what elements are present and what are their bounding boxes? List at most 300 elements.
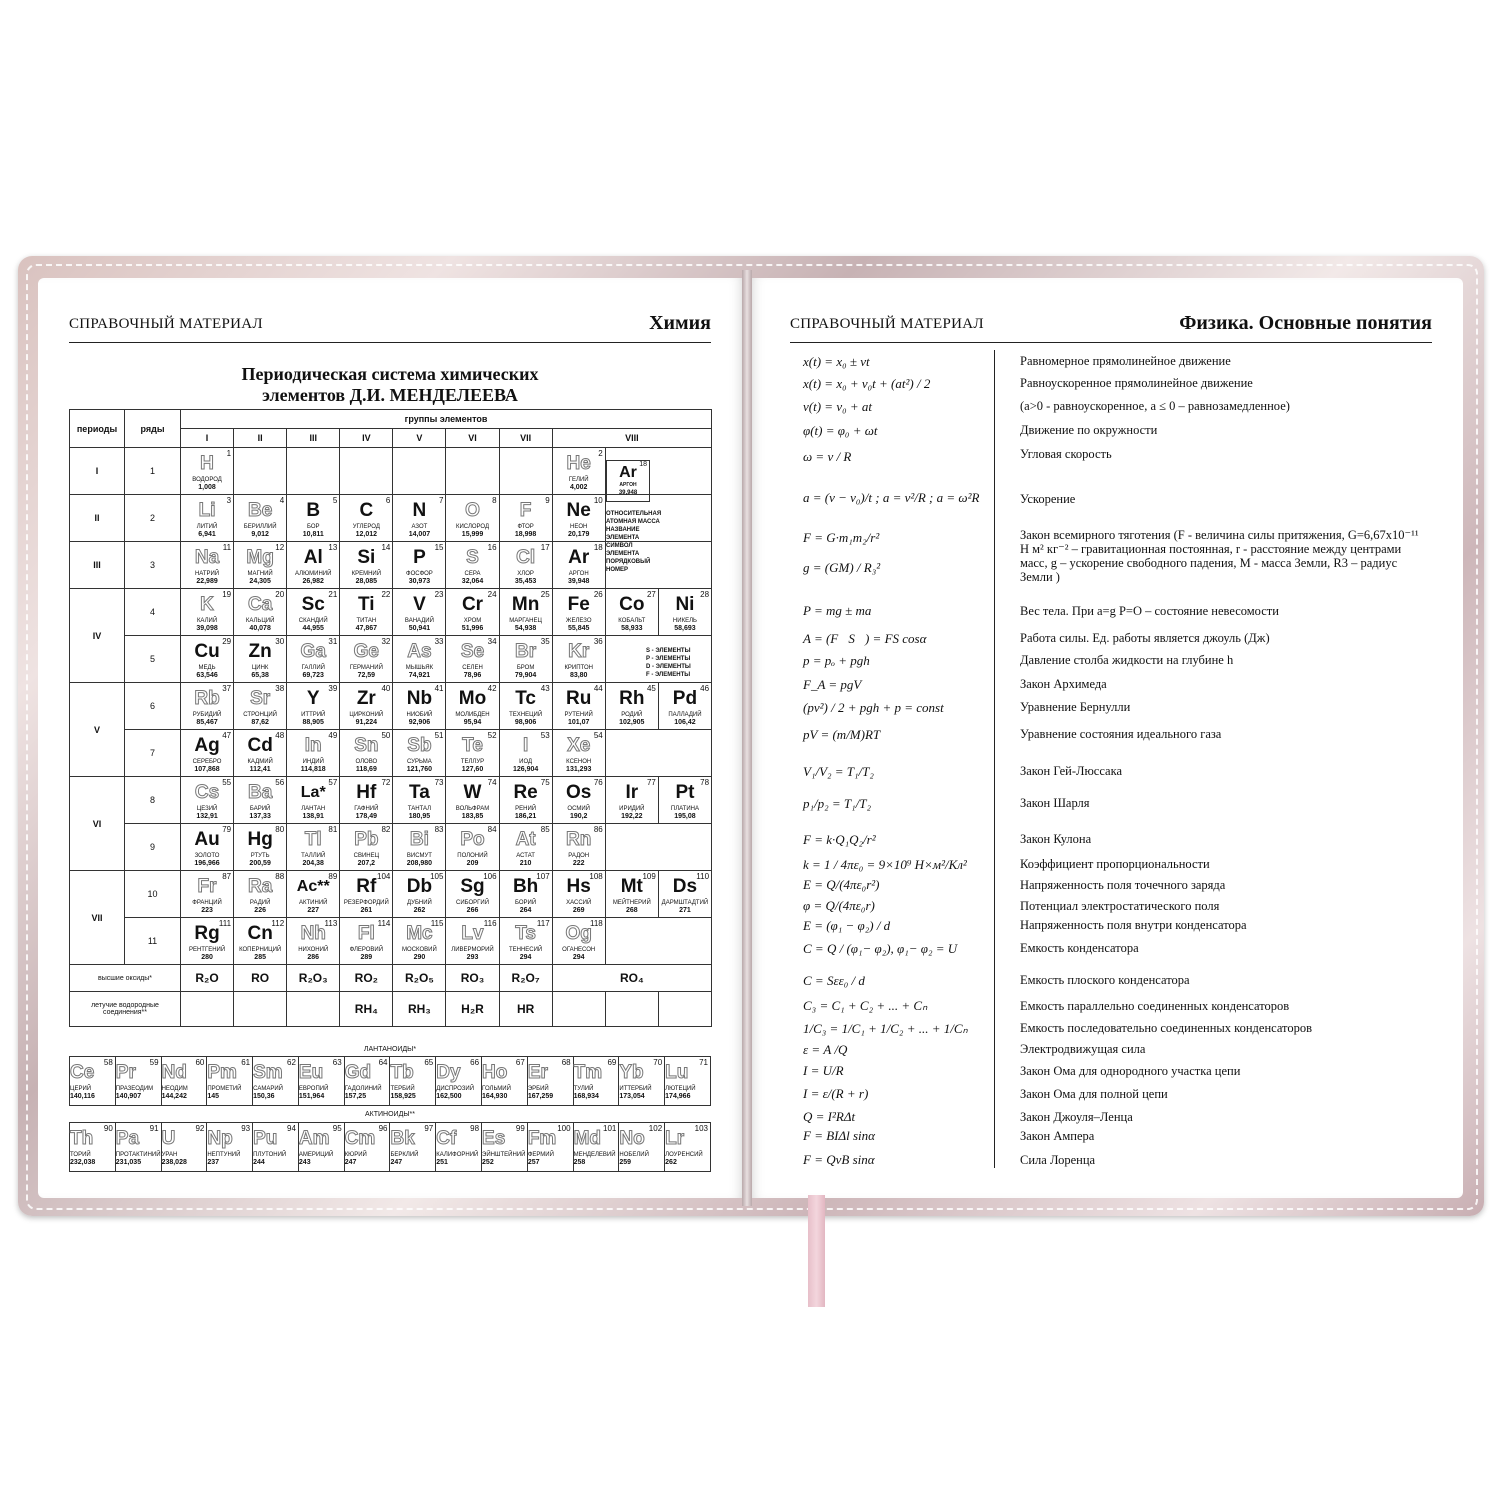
atomic-number: 56 bbox=[275, 778, 285, 787]
element-cell bbox=[553, 777, 605, 823]
atomic-mass: 101,07 bbox=[567, 719, 590, 726]
physics-formula: p₁/p₂ = T₁/T₂ bbox=[803, 796, 872, 811]
atomic-mass: 40,078 bbox=[249, 625, 271, 632]
physics-description: Ускорение bbox=[1020, 492, 1076, 506]
atomic-number: 109 bbox=[642, 872, 656, 881]
table-cell bbox=[552, 448, 605, 495]
table-cell bbox=[499, 589, 552, 636]
element-name: РЕНИЙ bbox=[515, 806, 537, 812]
table-cell bbox=[340, 730, 393, 777]
table-cell bbox=[393, 918, 446, 965]
group-viii-empty bbox=[605, 730, 711, 777]
element-cell bbox=[446, 683, 498, 729]
atomic-number: 16 bbox=[487, 543, 497, 552]
atomic-mass: 127,60 bbox=[461, 766, 484, 773]
group-label: III bbox=[287, 429, 340, 448]
atomic-number: 53 bbox=[540, 731, 550, 740]
element-cell bbox=[234, 636, 286, 682]
atomic-mass: 63,546 bbox=[196, 672, 218, 679]
element-cell bbox=[553, 871, 605, 917]
atomic-number: 116 bbox=[483, 919, 497, 928]
element-symbol: No bbox=[619, 1128, 645, 1149]
table-cell bbox=[181, 918, 234, 965]
element-symbol: Si bbox=[357, 547, 376, 568]
period-label: I bbox=[70, 448, 125, 495]
atomic-number: 93 bbox=[241, 1124, 251, 1133]
series-cell bbox=[70, 1123, 116, 1172]
table-cell bbox=[340, 683, 393, 730]
atomic-number: 22 bbox=[381, 590, 391, 599]
element-cell bbox=[606, 683, 658, 729]
element-cell bbox=[553, 448, 605, 494]
element-symbol: Zr bbox=[356, 688, 376, 709]
atomic-number: 95 bbox=[332, 1124, 342, 1133]
atomic-number: 19 bbox=[222, 590, 232, 599]
table-cell bbox=[446, 589, 499, 636]
atomic-mass: 227 bbox=[307, 907, 320, 914]
element-name: ТОРИЙ bbox=[70, 1152, 91, 1158]
element-name: НЕОН bbox=[570, 524, 588, 530]
element-symbol: Ir bbox=[625, 782, 639, 803]
atomic-mass: 195,08 bbox=[674, 813, 696, 820]
element-cell bbox=[393, 683, 445, 729]
element-name: ПРОМЕТИЙ bbox=[207, 1086, 242, 1092]
element-cell bbox=[234, 730, 286, 776]
element-name: РАДИЙ bbox=[249, 900, 271, 906]
element-symbol: Sr bbox=[250, 688, 271, 709]
actinides-table bbox=[69, 1122, 711, 1172]
atomic-mass: 145 bbox=[207, 1093, 220, 1100]
series-cell bbox=[527, 1057, 573, 1106]
atomic-mass: 126,904 bbox=[512, 766, 539, 773]
hydride-formula: RH₄ bbox=[340, 992, 393, 1027]
element-symbol: Dy bbox=[436, 1062, 461, 1083]
element-symbol: Ds bbox=[672, 876, 698, 897]
atomic-number: 68 bbox=[561, 1058, 571, 1067]
element-cell bbox=[234, 824, 286, 870]
element-symbol: Ru bbox=[566, 688, 592, 709]
element-symbol: Tc bbox=[515, 688, 536, 709]
element-symbol: Li bbox=[198, 500, 216, 521]
periods-header: периоды bbox=[70, 410, 125, 448]
element-name: ГЕРМАНИЙ bbox=[349, 665, 383, 671]
series-cell bbox=[298, 1057, 344, 1106]
element-symbol: Al bbox=[303, 547, 323, 568]
element-name: ПОЛОНИЙ bbox=[457, 853, 488, 859]
physics-formula: F_A = pgV bbox=[803, 677, 862, 692]
atomic-number: 46 bbox=[700, 684, 710, 693]
physics-formula: C = Q / (φ₁− φ₂), φ₁− φ₂ = U bbox=[803, 941, 958, 956]
atomic-mass: 87,62 bbox=[251, 719, 269, 726]
physics-description: Вес тела. При a=g P=O – состояние невесомости bbox=[1020, 604, 1279, 618]
legend-line: ПОРЯДКОВЫЙ bbox=[606, 559, 651, 565]
element-cell bbox=[162, 1057, 207, 1105]
element-symbol: Tl bbox=[304, 829, 322, 850]
element-name: СУРЬМА bbox=[407, 759, 432, 765]
element-name: ПРАЗЕОДИМ bbox=[115, 1086, 154, 1092]
series-cell bbox=[619, 1123, 665, 1172]
element-cell bbox=[446, 636, 498, 682]
atomic-number: 10 bbox=[593, 496, 603, 505]
element-symbol: Ge bbox=[353, 641, 379, 662]
element-name: ХРОМ bbox=[463, 618, 482, 624]
atomic-mass: 106,42 bbox=[674, 719, 696, 726]
atomic-number: 6 bbox=[385, 496, 391, 505]
element-name: СЕРЕБРО bbox=[192, 759, 222, 765]
element-cell bbox=[619, 1057, 664, 1105]
element-symbol: Mc bbox=[406, 923, 433, 944]
element-cell bbox=[659, 871, 711, 917]
hydride-formula bbox=[605, 992, 658, 1027]
hydride-formula bbox=[287, 992, 340, 1027]
subject-title: Химия bbox=[649, 312, 711, 334]
element-cell bbox=[500, 918, 552, 964]
element-type-entry: F - ЭЛЕМЕНТЫ bbox=[646, 672, 691, 678]
atomic-mass: 102,905 bbox=[619, 719, 645, 726]
element-cell bbox=[162, 1123, 207, 1171]
group-label: I bbox=[181, 429, 234, 448]
atomic-mass: 264 bbox=[519, 907, 532, 914]
element-symbol: Y bbox=[306, 688, 320, 709]
element-cell bbox=[234, 871, 286, 917]
element-name: НИКЕЛЬ bbox=[672, 618, 697, 624]
element-cell bbox=[181, 542, 233, 588]
series-cell bbox=[253, 1123, 299, 1172]
atomic-number: 59 bbox=[149, 1058, 159, 1067]
period-label: III bbox=[70, 542, 125, 589]
physics-description: Закон Шарля bbox=[1020, 796, 1090, 810]
series-cell bbox=[115, 1057, 161, 1106]
atomic-number: 14 bbox=[381, 543, 391, 552]
atomic-mass: 209 bbox=[466, 860, 479, 867]
atomic-mass: 232,038 bbox=[70, 1159, 96, 1166]
element-symbol: Nb bbox=[406, 688, 433, 709]
title-line: элементов Д.И. МЕНДЕЛЕЕВА bbox=[262, 385, 518, 405]
row-number: 8 bbox=[125, 777, 181, 824]
legend-sample-cell bbox=[606, 460, 650, 502]
element-name: МОСКОВИЙ bbox=[402, 947, 437, 953]
oxide-formula: RO₃ bbox=[446, 965, 499, 992]
atomic-number: 71 bbox=[699, 1058, 708, 1067]
element-name: ТЕЛЛУР bbox=[460, 759, 485, 765]
element-name: ОСМИЙ bbox=[567, 806, 590, 812]
hydride-formula bbox=[234, 992, 287, 1027]
element-symbol: Zn bbox=[248, 641, 272, 662]
atomic-number: 76 bbox=[593, 778, 603, 787]
table-cell bbox=[181, 448, 234, 495]
physics-description: Движение по окружности bbox=[1020, 423, 1158, 437]
book-spine-gutter bbox=[742, 270, 752, 1206]
element-name: ПРОТАКТИНИЙ bbox=[115, 1152, 161, 1158]
physics-description: (a>0 - равноускоренное, a ≤ 0 – равнозамедленное) bbox=[1020, 399, 1290, 413]
atomic-number: 60 bbox=[195, 1058, 205, 1067]
atomic-mass: 204,38 bbox=[302, 860, 324, 867]
table-cell bbox=[552, 636, 605, 683]
hydride-formula: RH₃ bbox=[393, 992, 446, 1027]
bookmark-ribbon[interactable] bbox=[808, 1195, 825, 1307]
atomic-mass: 144,242 bbox=[161, 1093, 187, 1100]
physics-formula: E = Q/(4πε₀r²) bbox=[803, 877, 880, 892]
table-cell bbox=[287, 777, 340, 824]
atomic-number: 104 bbox=[377, 872, 391, 881]
table-cell bbox=[552, 730, 605, 777]
element-cell bbox=[340, 730, 392, 776]
series-cell bbox=[344, 1123, 390, 1172]
atomic-number: 98 bbox=[470, 1124, 480, 1133]
element-symbol: Tb bbox=[390, 1062, 414, 1083]
element-symbol: As bbox=[407, 641, 432, 662]
element-name: НЕОДИМ bbox=[161, 1086, 188, 1092]
atomic-mass: 65,38 bbox=[251, 672, 269, 679]
atomic-number: 58 bbox=[103, 1058, 113, 1067]
element-symbol: Nd bbox=[161, 1062, 187, 1083]
physics-description: Работа силы. Ед. работы является джоуль (Дж) bbox=[1020, 631, 1270, 645]
element-cell bbox=[207, 1123, 252, 1171]
table-cell bbox=[552, 683, 605, 730]
table-cell bbox=[552, 589, 605, 636]
section-label: СПРАВОЧНЫЙ МАТЕРИАЛ bbox=[69, 316, 263, 332]
group-label: VIII bbox=[552, 429, 711, 448]
element-symbol: Lv bbox=[461, 923, 484, 944]
table-cell bbox=[499, 918, 552, 965]
table-cell bbox=[181, 589, 234, 636]
table-cell bbox=[234, 448, 287, 495]
atomic-mass: 32,064 bbox=[461, 578, 484, 585]
atomic-mass: 69,723 bbox=[302, 672, 324, 679]
table-cell bbox=[446, 495, 499, 542]
atomic-number: 66 bbox=[470, 1058, 480, 1067]
atomic-mass: 157,25 bbox=[344, 1093, 367, 1100]
atomic-mass: 208,980 bbox=[406, 860, 433, 867]
table-cell bbox=[446, 871, 499, 918]
physics-formula: pV = (m/M)RT bbox=[803, 727, 881, 742]
atomic-number: 100 bbox=[557, 1124, 571, 1133]
element-symbol: Rf bbox=[356, 876, 377, 897]
atomic-mass: 47,867 bbox=[355, 625, 378, 632]
physics-formula: C₃ = C₁ + C₂ + ... + Cₙ bbox=[803, 998, 928, 1013]
element-cell bbox=[287, 777, 339, 823]
element-name: НЕПТУНИЙ bbox=[207, 1152, 241, 1158]
atomic-number: 1 bbox=[226, 449, 232, 458]
legend-sample-mass: 39,948 bbox=[618, 490, 638, 496]
element-symbol: Pd bbox=[672, 688, 698, 709]
atomic-number: 91 bbox=[149, 1124, 159, 1133]
element-symbol: Cs bbox=[194, 782, 220, 803]
element-symbol: Bk bbox=[390, 1128, 415, 1149]
atomic-number: 17 bbox=[540, 543, 550, 552]
table-cell bbox=[340, 542, 393, 589]
atomic-number: 54 bbox=[593, 731, 603, 740]
element-cell bbox=[234, 542, 286, 588]
element-symbol: Fr bbox=[197, 876, 217, 897]
element-cell bbox=[181, 824, 233, 870]
atomic-mass: 39,098 bbox=[196, 625, 218, 632]
table-cell bbox=[393, 495, 446, 542]
element-name: ГЕЛИЙ bbox=[568, 477, 589, 483]
table-cell bbox=[605, 871, 658, 918]
atomic-mass: 257 bbox=[527, 1159, 540, 1166]
atomic-mass: 51,996 bbox=[461, 625, 484, 632]
element-cell bbox=[340, 495, 392, 541]
element-cell bbox=[116, 1123, 161, 1171]
element-symbol: Th bbox=[70, 1128, 94, 1149]
element-cell bbox=[287, 589, 339, 635]
table-cell bbox=[499, 542, 552, 589]
period-label: II bbox=[70, 495, 125, 542]
table-cell bbox=[499, 636, 552, 683]
element-cell bbox=[287, 730, 339, 776]
atomic-mass: 114,818 bbox=[300, 766, 326, 773]
element-symbol: Eu bbox=[298, 1062, 324, 1083]
atomic-mass: 180,95 bbox=[408, 813, 431, 820]
atomic-mass: 289 bbox=[360, 954, 373, 961]
physics-description: Емкость последовательно соединенных конденсаторов bbox=[1020, 1021, 1313, 1035]
table-cell bbox=[499, 683, 552, 730]
atomic-number: 78 bbox=[700, 778, 710, 787]
atomic-number: 79 bbox=[222, 825, 232, 834]
row-number: 9 bbox=[125, 824, 181, 871]
group-label: II bbox=[234, 429, 287, 448]
atomic-number: 114 bbox=[377, 919, 391, 928]
element-symbol: C bbox=[359, 500, 374, 521]
table-cell bbox=[181, 636, 234, 683]
element-symbol: O bbox=[465, 500, 480, 521]
atomic-number: 55 bbox=[222, 778, 232, 787]
table-cell bbox=[499, 824, 552, 871]
element-name: БЕРКЛИЙ bbox=[390, 1152, 419, 1158]
atomic-mass: 266 bbox=[466, 907, 479, 914]
element-name: ЦЕРИЙ bbox=[70, 1086, 92, 1092]
atomic-mass: 79,904 bbox=[514, 672, 537, 679]
atomic-number: 13 bbox=[328, 543, 338, 552]
element-cell bbox=[482, 1123, 527, 1171]
element-name: ЖЕЛЕЗО bbox=[565, 618, 592, 624]
atomic-mass: 137,33 bbox=[249, 813, 271, 820]
element-symbol: Fl bbox=[357, 923, 375, 944]
element-name: СИБОРГИЙ bbox=[455, 900, 490, 906]
element-symbol: Sm bbox=[253, 1062, 283, 1083]
element-symbol: Ra bbox=[247, 876, 273, 897]
element-symbol: Mt bbox=[620, 876, 643, 897]
table-cell bbox=[393, 636, 446, 683]
physics-description: Закон Ампера bbox=[1020, 1129, 1095, 1143]
atomic-mass: 210 bbox=[519, 860, 532, 867]
element-name: ФЕРМИЙ bbox=[527, 1152, 554, 1158]
atomic-mass: 271 bbox=[679, 907, 691, 914]
atomic-mass: 107,868 bbox=[194, 766, 220, 773]
atomic-mass: 10,811 bbox=[302, 531, 324, 538]
atomic-number: 64 bbox=[378, 1058, 388, 1067]
atomic-mass: 18,998 bbox=[514, 531, 537, 538]
atomic-number: 65 bbox=[424, 1058, 434, 1067]
element-cell bbox=[553, 824, 605, 870]
table-cell bbox=[446, 730, 499, 777]
element-symbol: Xe bbox=[567, 735, 591, 756]
element-name: ЦЕЗИЙ bbox=[196, 806, 218, 812]
atomic-mass: 151,964 bbox=[298, 1093, 325, 1100]
table-cell bbox=[234, 589, 287, 636]
atomic-mass: 158,925 bbox=[390, 1093, 416, 1100]
groups-header: группы элементов bbox=[181, 410, 712, 429]
left-page-header bbox=[69, 312, 711, 344]
element-cell bbox=[606, 777, 658, 823]
element-name: ГАФНИЙ bbox=[354, 806, 379, 812]
period-label: VI bbox=[70, 777, 125, 871]
element-cell bbox=[665, 1057, 710, 1105]
table-cell bbox=[446, 636, 499, 683]
atomic-number: 82 bbox=[381, 825, 391, 834]
element-cell bbox=[287, 918, 339, 964]
element-name: ТУЛИЙ bbox=[573, 1086, 594, 1092]
oxide-formula: RO₂ bbox=[340, 965, 393, 992]
table-cell bbox=[393, 777, 446, 824]
element-symbol: Rb bbox=[194, 688, 220, 709]
physics-formula: P = mg ± ma bbox=[803, 603, 872, 618]
element-cell bbox=[446, 495, 498, 541]
atomic-number: 85 bbox=[540, 825, 550, 834]
hydride-formula bbox=[552, 992, 605, 1027]
table-cell bbox=[499, 495, 552, 542]
element-cell bbox=[436, 1123, 481, 1171]
physics-formula: x(t) = x₀ ± vt bbox=[803, 354, 870, 369]
atomic-mass: 207,2 bbox=[357, 860, 376, 867]
element-name: МОЛИБДЕН bbox=[455, 712, 490, 718]
element-cell bbox=[181, 683, 233, 729]
element-name: КОПЕРНИЦИЙ bbox=[239, 947, 282, 953]
element-name: ЕВРОПИЙ bbox=[298, 1086, 329, 1092]
element-cell bbox=[393, 448, 445, 494]
series-cell bbox=[253, 1057, 299, 1106]
table-cell bbox=[234, 495, 287, 542]
element-symbol: Lu bbox=[665, 1062, 689, 1083]
element-name: САМАРИЙ bbox=[253, 1086, 283, 1092]
element-cell bbox=[500, 730, 552, 776]
atomic-mass: 164,930 bbox=[482, 1093, 508, 1100]
atomic-number: 94 bbox=[287, 1124, 296, 1133]
table-cell bbox=[446, 448, 499, 495]
element-legend bbox=[606, 460, 710, 574]
title-line: Периодическая система химических bbox=[241, 364, 539, 384]
element-cell bbox=[181, 777, 233, 823]
table-cell bbox=[340, 777, 393, 824]
element-name: РЕЗЕРФОРДИЙ bbox=[343, 900, 389, 906]
atomic-mass: 259 bbox=[619, 1159, 632, 1166]
atomic-mass: 178,49 bbox=[355, 813, 378, 820]
element-cell bbox=[553, 495, 605, 541]
element-name: РОДИЙ bbox=[621, 712, 643, 718]
element-symbol: Cm bbox=[344, 1128, 376, 1149]
atomic-number: 52 bbox=[487, 731, 497, 740]
physics-description: Уравнение состояния идеального газа bbox=[1020, 727, 1222, 741]
atomic-mass: 294 bbox=[519, 954, 532, 961]
legend-line: ЭЛЕМЕНТА bbox=[606, 551, 640, 557]
element-symbol: He bbox=[566, 453, 591, 474]
column-divider bbox=[994, 350, 995, 1168]
element-symbol: Am bbox=[298, 1128, 330, 1149]
physics-formula: φ = Q/(4πε₀r) bbox=[803, 898, 875, 913]
element-cell bbox=[287, 542, 339, 588]
atomic-mass: 30,973 bbox=[408, 578, 431, 585]
series-cell bbox=[390, 1057, 436, 1106]
element-symbol: Rn bbox=[566, 829, 592, 850]
atomic-number: 62 bbox=[287, 1058, 296, 1067]
atomic-mass: 98,906 bbox=[514, 719, 537, 726]
element-symbol: Te bbox=[462, 735, 483, 756]
element-cell bbox=[234, 495, 286, 541]
atomic-mass: 293 bbox=[466, 954, 479, 961]
element-cell bbox=[574, 1123, 619, 1171]
element-cell bbox=[500, 589, 552, 635]
